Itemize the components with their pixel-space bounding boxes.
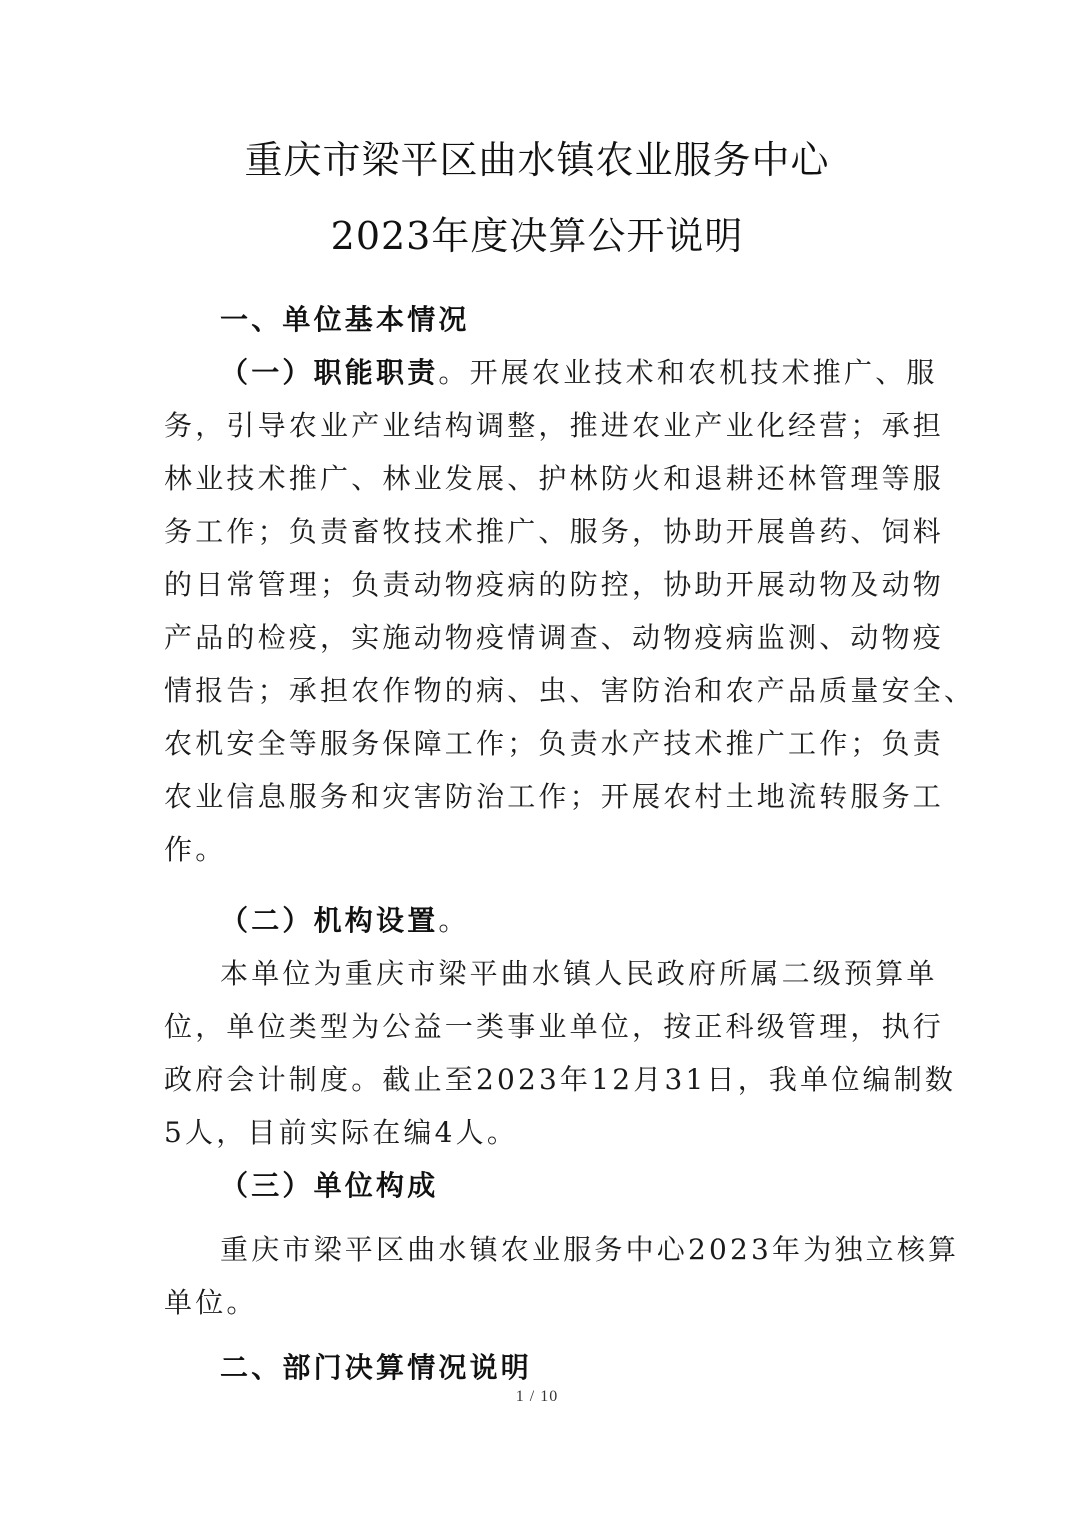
paragraph-line [220, 901, 980, 941]
paragraph-line: 的日常管理；负责动物疫病的防控，协助开展动物及动物 [164, 568, 945, 601]
section-1-heading: 一、单位基本情况 [220, 303, 470, 336]
paragraph-line: 5人，目前实际在编4人。 [164, 1116, 519, 1149]
paragraph-line: 务工作；负责畜牧技术推广、服务，协助开展兽药、饲料 [164, 515, 945, 548]
paragraph-line: 作。 [164, 833, 227, 866]
paragraph-line: 产品的检疫，实施动物疫情调查、动物疫病监测、动物疫 [164, 621, 945, 654]
subsection-2-heading: （二）机构设置 [220, 904, 439, 937]
paragraph-line: 务，引导农业产业结构调整，推进农业产业化经营；承担 [164, 409, 945, 442]
paragraph-line: 政府会计制度。截止至2023年12月31日，我单位编制数 [164, 1063, 957, 1096]
paragraph-line: 情报告；承担农作物的病、虫、害防治和农产品质量安全、 [164, 674, 976, 707]
paragraph-line: 农业信息服务和灾害防治工作；开展农村土地流转服务工 [164, 780, 945, 813]
paragraph-text: 。开展农业技术和农机技术推广、服 [438, 356, 938, 389]
paragraph-line: 重庆市梁平区曲水镇农业服务中心2023年为独立核算 [220, 1233, 960, 1266]
section-2-heading: 二、部门决算情况说明 [220, 1351, 533, 1384]
paragraph-line: 单位。 [164, 1286, 258, 1319]
document-title-line-1: 重庆市梁平区曲水镇农业服务中心 [244, 138, 830, 182]
document-title-line-2: 2023年度决算公开说明 [330, 214, 744, 258]
paragraph-line: 林业技术推广、林业发展、护林防火和退耕还林管理等服 [164, 462, 945, 495]
paragraph-line: 本单位为重庆市梁平曲水镇人民政府所属二级预算单 [220, 957, 938, 990]
paragraph-line [220, 353, 980, 393]
paragraph-line: 农机安全等服务保障工作；负责水产技术推广工作；负责 [164, 727, 945, 760]
paragraph-line: 位，单位类型为公益一类事业单位，按正科级管理，执行 [164, 1010, 945, 1043]
page-number: 1 / 10 [515, 1388, 559, 1405]
subsection-3-heading: （三）单位构成 [220, 1169, 439, 1202]
paragraph-text: 。 [438, 904, 470, 937]
subsection-1-heading: （一）职能职责 [220, 356, 439, 389]
